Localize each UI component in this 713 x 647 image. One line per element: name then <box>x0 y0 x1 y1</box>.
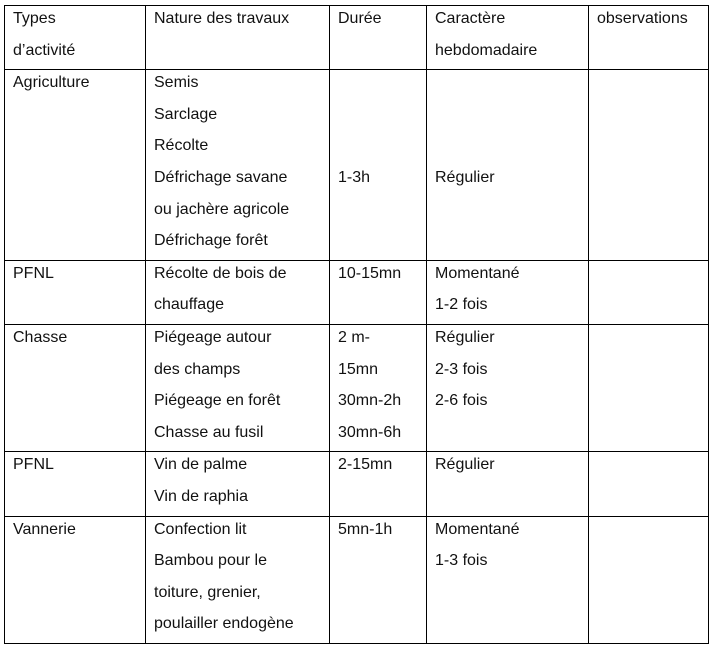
header-caractere-text: Caractère <box>435 10 506 27</box>
caractere-text: Régulier <box>435 168 495 186</box>
duree-text: 1-3h <box>338 168 371 186</box>
duree-text: 2 m- <box>338 328 370 346</box>
duree-cell <box>330 70 427 261</box>
caractere-cell <box>427 516 589 643</box>
observations-cell <box>589 324 709 451</box>
table-row <box>5 516 709 643</box>
table-row <box>5 70 709 261</box>
caractere-text <box>435 130 582 162</box>
nature-cell <box>146 324 330 451</box>
nature-cell <box>146 70 330 261</box>
header-duree-cell <box>330 6 427 70</box>
duree-text: 5mn-1h <box>338 520 393 538</box>
header-caractere-cell <box>427 6 589 70</box>
nature-text: Défrichage forêt <box>154 232 268 250</box>
type-cell <box>5 324 146 451</box>
caractere-cell <box>427 324 589 451</box>
nature-text: Récolte de bois de <box>154 264 287 282</box>
table-row <box>5 452 709 516</box>
nature-text: Piégeage en forêt <box>154 392 281 410</box>
duree-cell <box>330 452 427 516</box>
type-text: Agriculture <box>13 74 90 92</box>
caractere-text <box>435 99 582 131</box>
caractere-cell <box>427 452 589 516</box>
nature-text: Confection lit <box>154 520 247 538</box>
nature-text: toiture, grenier, <box>154 583 261 601</box>
type-text: PFNL <box>13 456 54 474</box>
observations-cell <box>589 70 709 261</box>
caractere-text: 1-3 fois <box>435 552 488 570</box>
header-observations-text: observations <box>597 10 688 27</box>
duree-text: 10-15mn <box>338 264 402 282</box>
header-observations-cell <box>589 6 709 70</box>
duree-text: 30mn-2h <box>338 392 402 410</box>
activities-table <box>4 5 709 644</box>
caractere-cell <box>427 70 589 261</box>
duree-cell <box>330 324 427 451</box>
nature-text: Bambou pour le <box>154 552 267 570</box>
caractere-text: Régulier <box>435 328 495 346</box>
nature-cell <box>146 452 330 516</box>
duree-text: 2-15mn <box>338 456 393 474</box>
caractere-text <box>435 67 582 99</box>
duree-cell <box>330 260 427 324</box>
observations-cell <box>589 516 709 643</box>
header-type-cell <box>5 6 146 70</box>
nature-text: Défrichage savane <box>154 168 288 186</box>
nature-text: des champs <box>154 360 241 378</box>
duree-cell <box>330 516 427 643</box>
nature-text: Piégeage autour <box>154 328 272 346</box>
header-type-text: Types <box>13 10 56 27</box>
header-caractere-text: hebdomadaire <box>435 41 538 59</box>
caractere-text: 2-6 fois <box>435 392 488 410</box>
observations-cell <box>589 452 709 516</box>
table-row <box>5 324 709 451</box>
header-row <box>5 6 709 70</box>
type-cell <box>5 452 146 516</box>
caractere-text: Momentané <box>435 264 520 282</box>
type-cell <box>5 70 146 261</box>
duree-text <box>338 67 420 99</box>
type-cell <box>5 516 146 643</box>
nature-text: ou jachère agricole <box>154 200 290 218</box>
nature-cell <box>146 516 330 643</box>
nature-text: Sarclage <box>154 105 218 123</box>
observations-cell <box>589 260 709 324</box>
type-text: PFNL <box>13 264 54 282</box>
header-nature-text: Nature des travaux <box>154 10 290 27</box>
duree-text: 30mn-6h <box>338 423 402 441</box>
caractere-text: 1-2 fois <box>435 296 488 314</box>
caractere-cell <box>427 260 589 324</box>
type-text: Chasse <box>13 328 68 346</box>
header-duree-text: Durée <box>338 10 382 27</box>
duree-text: 15mn <box>338 360 379 378</box>
nature-text: chauffage <box>154 296 224 314</box>
caractere-text: 2-3 fois <box>435 360 488 378</box>
header-type-text: d’activité <box>13 41 76 59</box>
table-row <box>5 260 709 324</box>
nature-text: poulailler endogène <box>154 615 294 633</box>
nature-text: Vin de raphia <box>154 487 248 505</box>
caractere-text: Momentané <box>435 520 520 538</box>
duree-text <box>338 99 420 131</box>
caractere-text: Régulier <box>435 456 495 474</box>
header-nature-cell <box>146 6 330 70</box>
nature-text: Chasse au fusil <box>154 423 264 441</box>
duree-text <box>338 130 420 162</box>
type-cell <box>5 260 146 324</box>
nature-text: Semis <box>154 74 199 92</box>
type-text: Vannerie <box>13 520 76 538</box>
nature-cell <box>146 260 330 324</box>
nature-text: Vin de palme <box>154 456 248 474</box>
nature-text: Récolte <box>154 137 209 155</box>
